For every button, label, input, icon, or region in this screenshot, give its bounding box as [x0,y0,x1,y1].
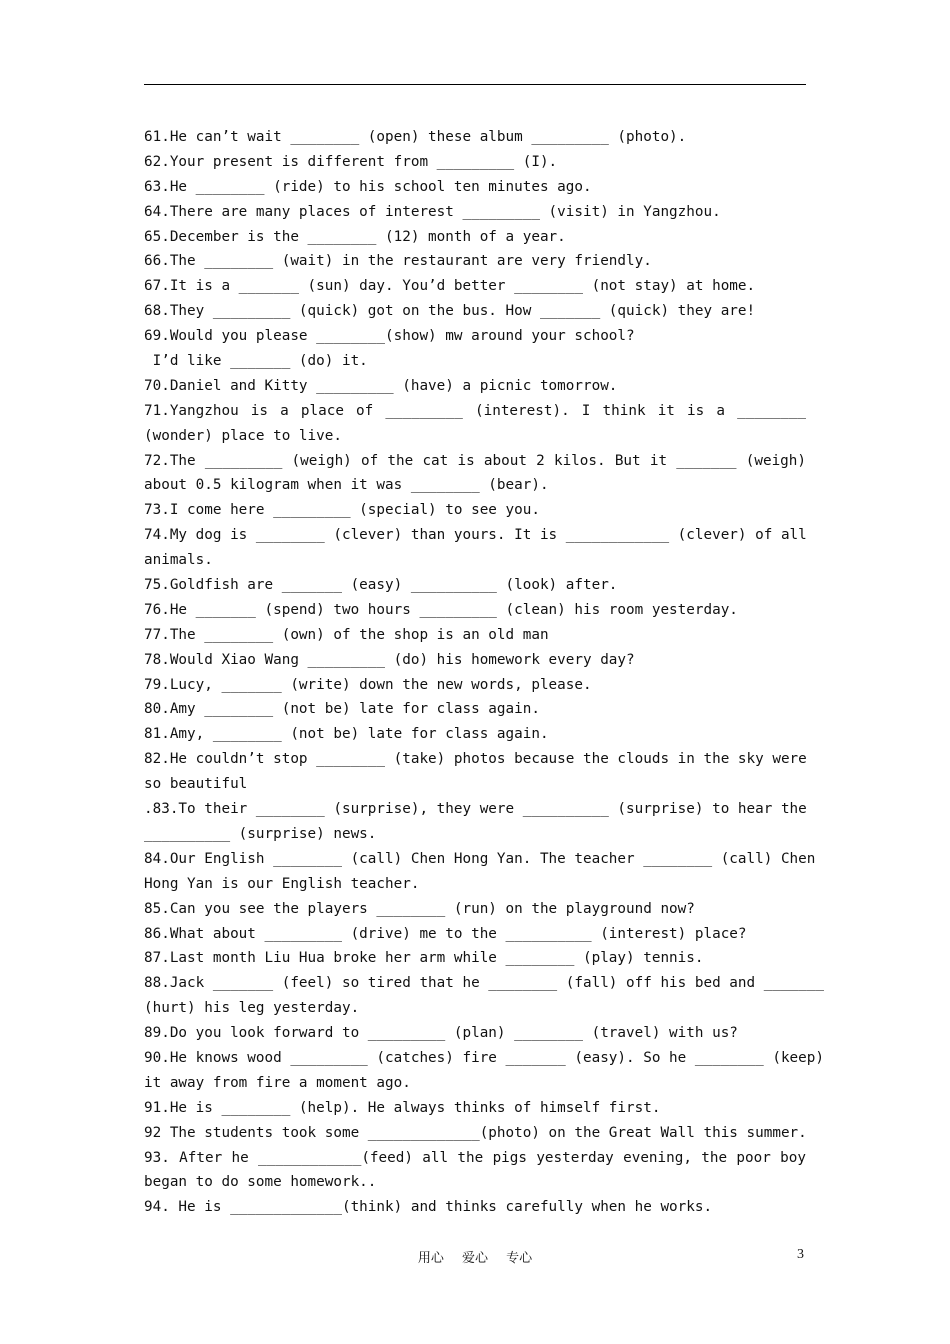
exercise-line: 70.Daniel and Kitty _________ (have) a picnic tomorrow. [144,377,618,394]
exercise-line: .83.To their ________ (surprise), they were __________ (surprise) to hear the [144,801,807,818]
exercise-line: 90.He knows wood _________ (catches) fire _______ (easy). So he ________ (keep) [144,1049,824,1066]
exercise-line: 75.Goldfish are _______ (easy) __________ (look) after. [144,577,618,594]
exercise-line: 84.Our English ________ (call) Chen Hong Yan. The teacher ________ (call) Chen [144,850,816,867]
exercise-line: 67.It is a _______ (sun) day. You’d better ________ (not stay) at home. [144,278,756,295]
exercise-line: 78.Would Xiao Wang _________ (do) his homework every day? [144,651,635,668]
exercise-line: 61.He can’t wait ________ (open) these album _________ (photo). [144,129,687,145]
exercise-line: 89.Do you look forward to _________ (plan) ________ (travel) with us? [144,1025,738,1042]
exercise-line: 65.December is the ________ (12) month of a year. [144,228,566,245]
exercise-line: 64.There are many places of interest _________ (visit) in Yangzhou. [144,203,721,220]
exercise-line: 73.I come here _________ (special) to see you. [144,502,540,519]
exercise-list [144,125,824,1220]
exercise-line: 74.My dog is ________ (clever) than yours. It is ____________ (clever) of all [144,527,807,544]
exercise-line: (hurt) his leg yesterday. [144,1000,360,1017]
exercise-line: 69.Would you please ________(show) mw around your school? [144,328,635,345]
footer-motto: 用心 爱心 专心 [417,1251,533,1266]
exercise-line: 76.He _______ (spend) two hours _________ (clean) his room yesterday. [144,601,738,618]
exercise-line: 71.Yangzhou is a place of _________ (interest). I think it is a ________ [144,402,806,419]
exercise-line: 62.Your present is different from _________ (I). [144,153,558,170]
exercise-line: began to do some homework.. [144,1174,377,1191]
exercise-line: 68.They _________ (quick) got on the bus. How _______ (quick) they are! [144,303,756,320]
header-rule [144,84,806,85]
exercise-line: it away from fire a moment ago. [144,1074,411,1091]
exercise-line: 87.Last month Liu Hua broke her arm while ________ (play) tennis. [144,950,704,967]
exercise-line: 86.What about _________ (drive) me to the __________ (interest) place? [144,925,747,942]
exercise-line: 63.He ________ (ride) to his school ten minutes ago. [144,178,592,195]
exercise-line: 93. After he ____________(feed) all the pigs yesterday evening, the poor boy [144,1149,806,1166]
exercise-line: 72.The _________ (weigh) of the cat is about 2 kilos. But it _______ (weigh) [144,452,806,469]
exercise-line: so beautiful [144,776,248,793]
exercise-line: 81.Amy, ________ (not be) late for class again. [144,726,549,743]
exercise-line: 82.He couldn’t stop ________ (take) photos because the clouds in the sky were [144,751,807,768]
exercise-line: 91.He is ________ (help). He always thinks of himself first. [144,1099,661,1116]
exercise-line: (wonder) place to live. [144,427,342,444]
exercise-line: 66.The ________ (wait) in the restaurant are very friendly. [144,253,652,270]
exercise-line: animals. [144,552,213,569]
exercise-line: 88.Jack _______ (feel) so tired that he ________ (fall) off his bed and _______ [144,975,824,992]
exercise-line: __________ (surprise) news. [144,825,377,842]
exercise-line: 77.The ________ (own) of the shop is an old man [144,626,549,643]
exercise-line: 80.Amy ________ (not be) late for class again. [144,701,540,718]
exercise-line: about 0.5 kilogram when it was ________ (bear). [144,477,549,494]
exercise-line: 85.Can you see the players ________ (run) on the playground now? [144,900,695,917]
exercise-line: I’d like _______ (do) it. [144,353,368,370]
page-number: 3 [797,1247,804,1262]
exercise-line: 92 The students took some _____________(photo) on the Great Wall this summer. [144,1124,807,1141]
exercise-line: 79.Lucy, _______ (write) down the new words, please. [144,676,592,693]
exercise-line: Hong Yan is our English teacher. [144,875,420,892]
exercise-line: 94. He is _____________(think) and thinks carefully when he works. [144,1199,713,1216]
